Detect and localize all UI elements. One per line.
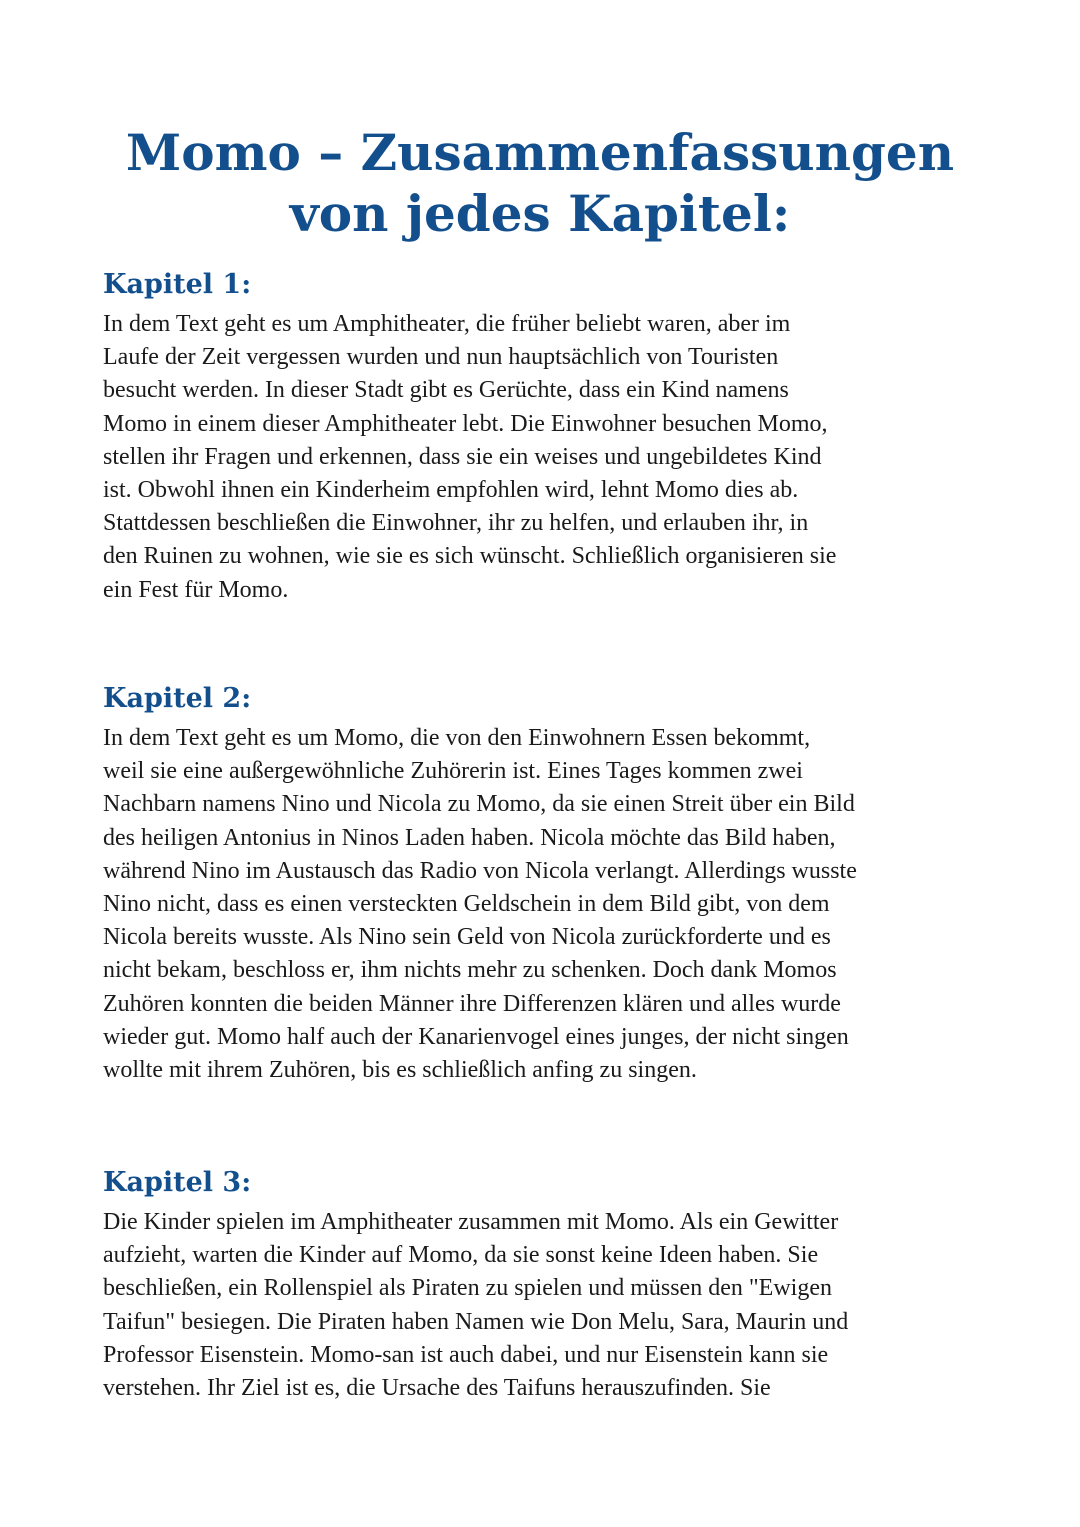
text-line: In dem Text geht es um Amphitheater, die früher beliebt waren, aber im	[103, 311, 791, 337]
text-line: des heiligen Antonius in Ninos Laden haben. Nicola möchte das Bild haben,	[103, 824, 836, 851]
text-line: weil sie eine außergewöhnliche Zuhörerin ist. Eines Tages kommen zwei	[103, 758, 803, 785]
text-line: Taifun" besiegen. Die Piraten haben Namen wie Don Melu, Sara, Maurin und	[103, 1308, 849, 1335]
text-line: nicht bekam, beschloss er, ihm nichts mehr zu schenken. Doch dank Momos	[103, 957, 837, 984]
chapter-3-heading: Kapitel 3:	[103, 1167, 252, 1198]
chapter-1-summary	[103, 308, 983, 607]
chapter-2-section	[103, 682, 983, 1087]
text-line: besucht werden. In dieser Stadt gibt es Gerüchte, dass ein Kind namens	[103, 377, 789, 404]
chapter-1-heading: Kapitel 1:	[103, 269, 252, 300]
text-line: wieder gut. Momo half auch der Kanarienvogel eines junges, der nicht singen	[103, 1023, 849, 1050]
text-line: Die Kinder spielen im Amphitheater zusammen mit Momo. Als ein Gewitter	[103, 1209, 839, 1235]
text-line: In dem Text geht es um Momo, die von den Einwohnern Essen bekommt,	[103, 725, 811, 751]
text-line: aufzieht, warten die Kinder auf Momo, da sie sonst keine Ideen haben. Sie	[103, 1242, 819, 1269]
title-line-2: von jedes Kapitel:	[289, 184, 791, 243]
text-line: ein Fest für Momo.	[103, 576, 289, 603]
chapter-3-summary	[103, 1206, 983, 1405]
text-line: Laufe der Zeit vergessen wurden und nun hauptsächlich von Touristen	[103, 344, 779, 371]
text-line: Nicola bereits wusste. Als Nino sein Geld von Nicola zurückforderte und es	[103, 924, 831, 951]
text-line: Nino nicht, dass es einen versteckten Geldschein in dem Bild gibt, von dem	[103, 891, 830, 918]
text-line: den Ruinen zu wohnen, wie sie es sich wünscht. Schließlich organisieren sie	[103, 543, 837, 570]
text-line: wollte mit ihrem Zuhören, bis es schließlich anfing zu singen.	[103, 1057, 697, 1084]
document-title	[0, 122, 1080, 244]
text-line: ist. Obwohl ihnen ein Kinderheim empfohlen wird, lehnt Momo dies ab.	[103, 477, 799, 504]
text-line: beschließen, ein Rollenspiel als Piraten zu spielen und müssen den "Ewigen	[103, 1275, 832, 1302]
text-line: Nachbarn namens Nino und Nicola zu Momo, da sie einen Streit über ein Bild	[103, 791, 855, 818]
chapter-2-heading: Kapitel 2:	[103, 683, 252, 714]
text-line: verstehen. Ihr Ziel ist es, die Ursache des Taifuns herauszufinden. Sie	[103, 1375, 771, 1402]
text-line: Zuhören konnten die beiden Männer ihre Differenzen klären und alles wurde	[103, 990, 841, 1017]
text-line: Professor Eisenstein. Momo-san ist auch dabei, und nur Eisenstein kann sie	[103, 1341, 829, 1368]
title-line-1: Momo – Zusammenfassungen	[125, 123, 955, 182]
chapter-2-summary	[103, 722, 983, 1087]
text-line: stellen ihr Fragen und erkennen, dass sie ein weises und ungebildetes Kind	[103, 443, 822, 470]
text-line: Stattdessen beschließen die Einwohner, ihr zu helfen, und erlauben ihr, in	[103, 510, 809, 537]
chapter-1-section	[103, 268, 983, 607]
text-line: Momo in einem dieser Amphitheater lebt. Die Einwohner besuchen Momo,	[103, 410, 828, 437]
text-line: während Nino im Austausch das Radio von Nicola verlangt. Allerdings wusste	[103, 857, 857, 884]
chapter-3-section	[103, 1166, 983, 1405]
